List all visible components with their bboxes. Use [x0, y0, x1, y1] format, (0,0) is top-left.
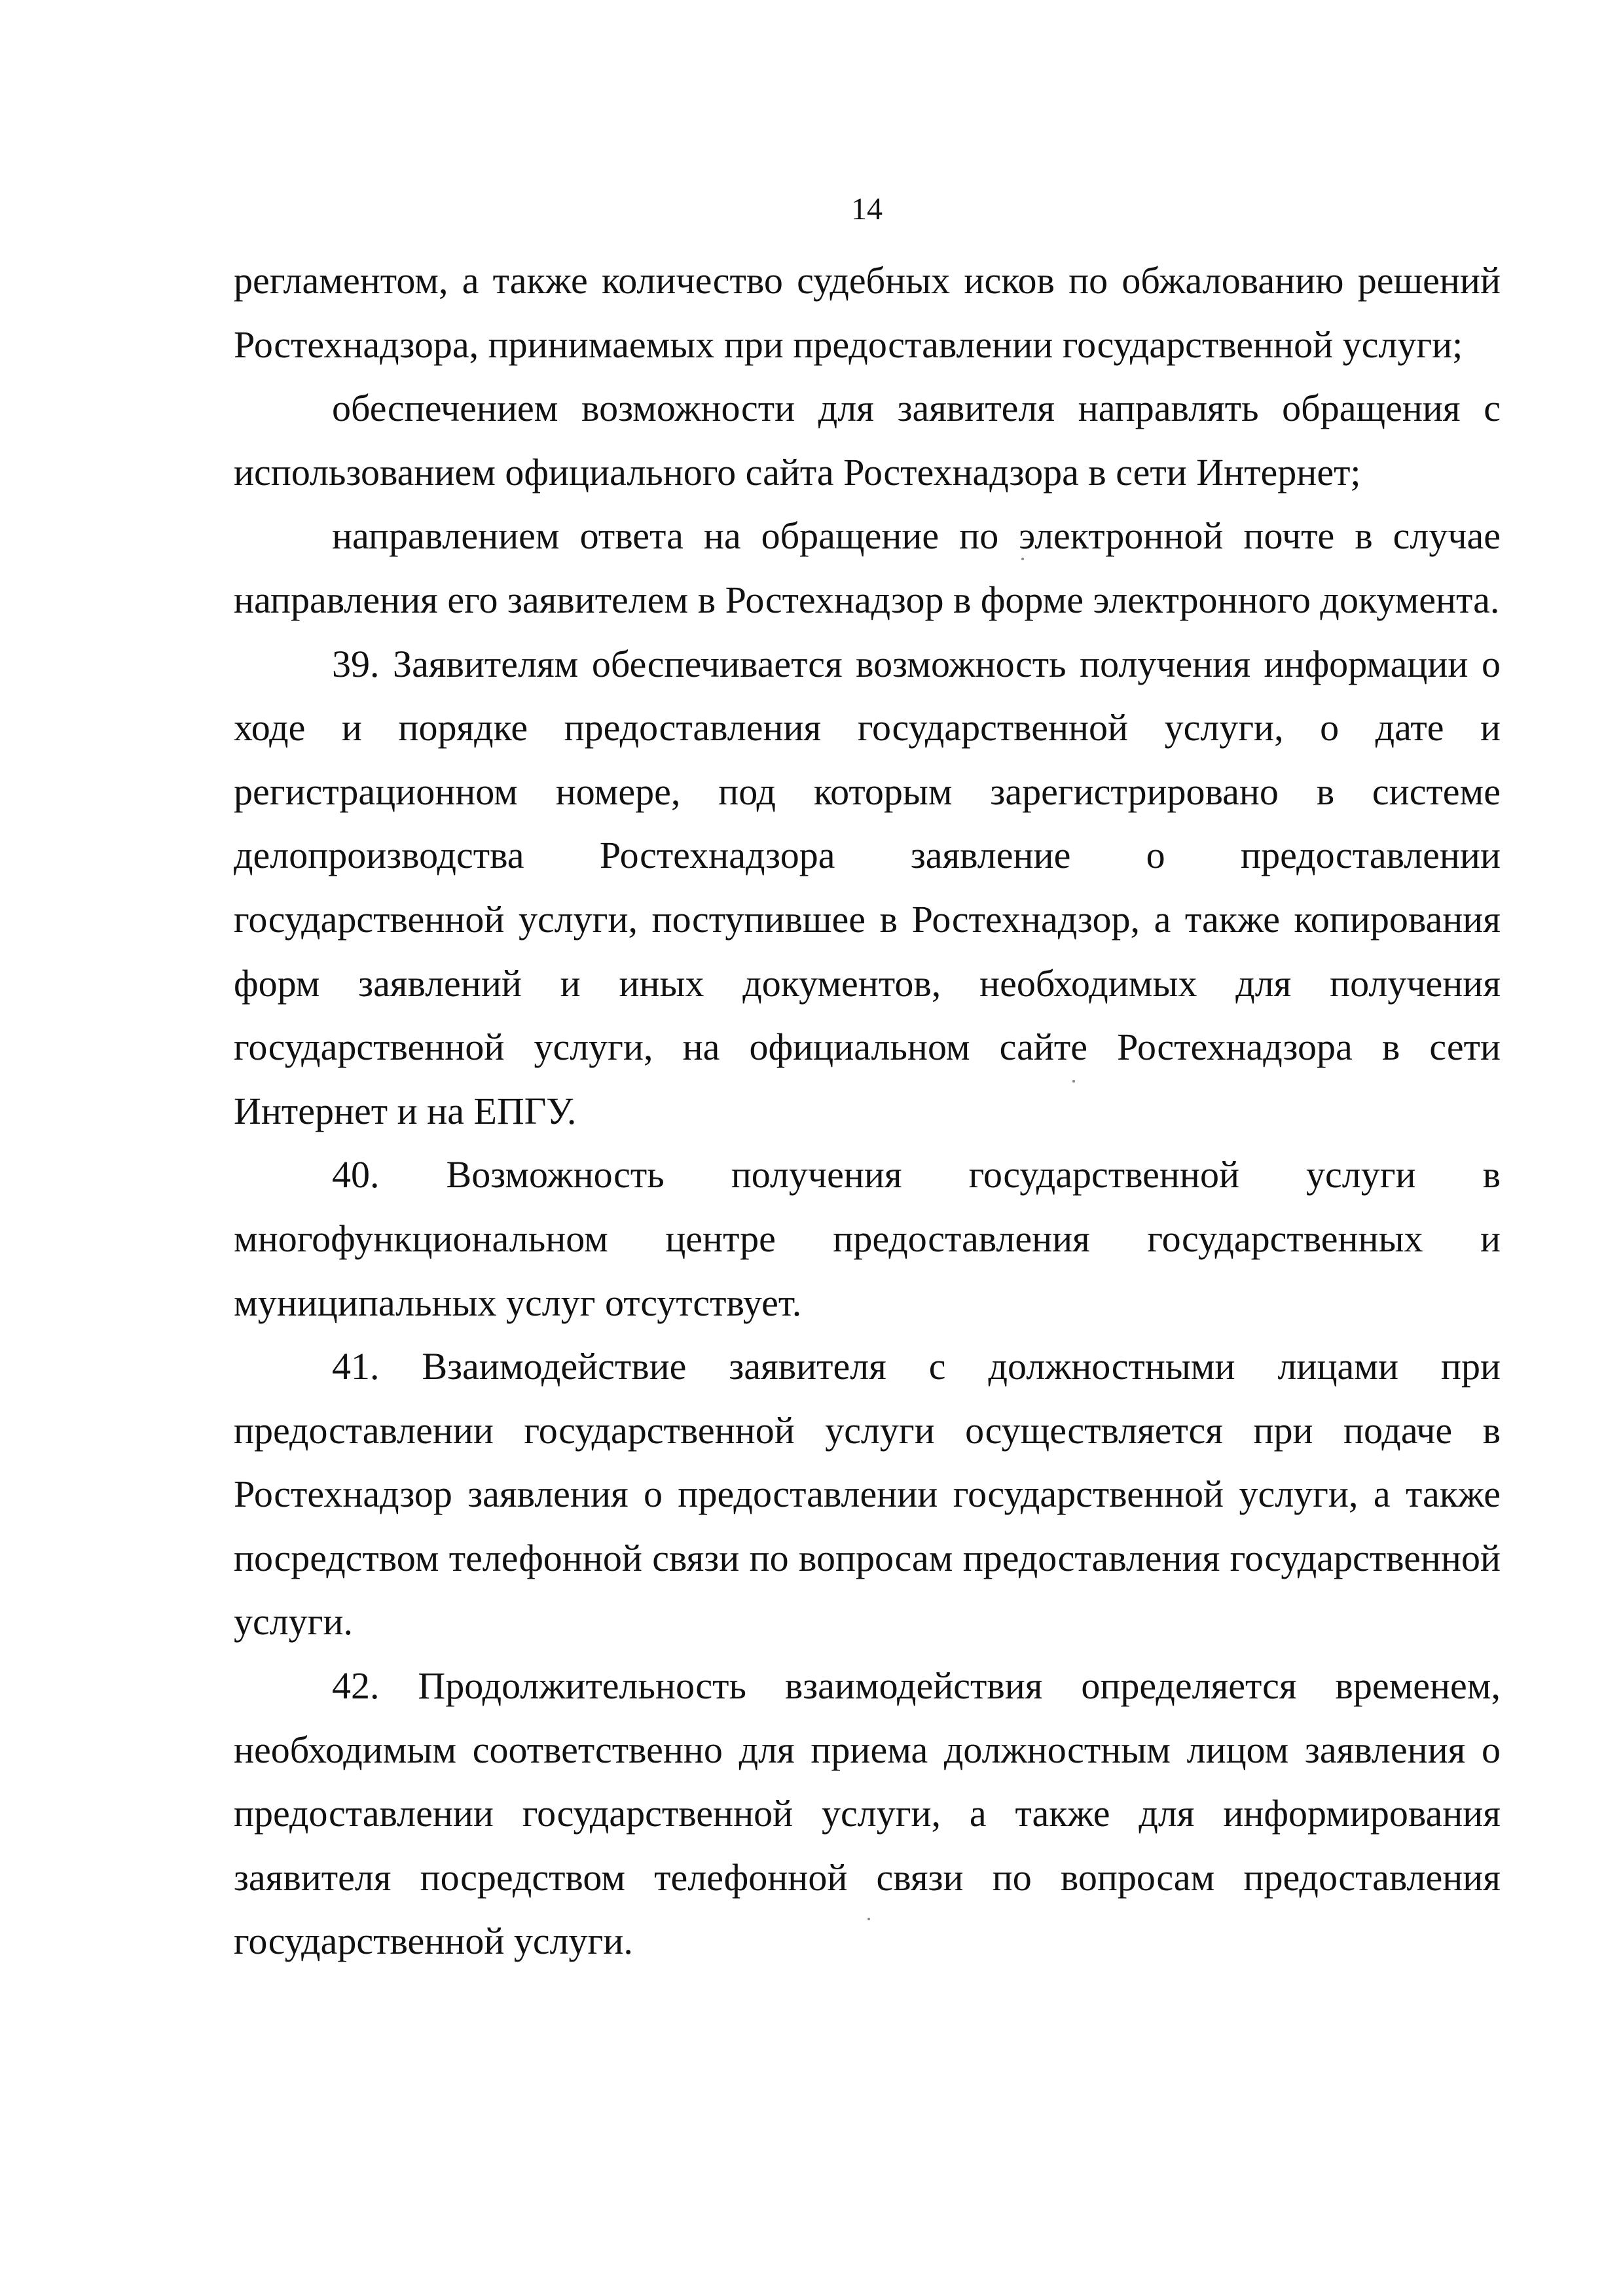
paragraph-40: 40. Возможность получения государственной услуги в многофункциональном центре предоставления государственных и муниципальных услуг отсутствует. — [234, 1153, 1501, 1324]
paragraph-42: 42. Продолжительность взаимодействия определяется временем, необходимым соответственно для приема должностным лицом заявления о предоставлении государственной услуги, а также для информирования заявителя посредством телефонной связи по вопросам предоставления государственной услуги. — [234, 1664, 1501, 1963]
scan-speck — [1021, 558, 1024, 560]
page-number: 14 — [851, 192, 883, 226]
paragraph-email-reply: направлением ответа на обращение по электронной почте в случае направления его заявителем в Ростехнадзор в форме электронного документа. — [234, 514, 1501, 621]
paragraph-official-site: обеспечением возможности для заявителя направлять обращения с использованием официального сайта Ростехнадзора в сети Интернет; — [234, 387, 1501, 493]
paragraph-continuation: регламентом, а также количество судебных исков по обжалованию решений Ростехнадзора, принимаемых при предоставлении государственной услуги; — [234, 259, 1501, 366]
paragraph-39: 39. Заявителям обеспечивается возможность получения информации о ходе и порядке предоставления государственной услуги, о дате и регистрационном номере, под которым зарегистрировано в системе делопроизводства Ростехнадзора заявление о предоставлении государственной услуги, поступившее в Ростехнадзор, а также копирования форм заявлений и иных документов, необходимых для получения государственной услуги, на официальном сайте Ростехнадзора в сети Интернет и на ЕПГУ. — [234, 642, 1501, 1132]
scan-speck — [867, 1918, 870, 1920]
document-body — [234, 249, 1501, 1973]
scan-speck — [1072, 1080, 1075, 1083]
paragraph-41: 41. Взаимодействие заявителя с должностными лицами при предоставлении государственной услуги осуществляется при подаче в Ростехнадзор заявления о предоставлении государственной услуги, а также посредством телефонной связи по вопросам предоставления государственной услуги. — [234, 1345, 1501, 1643]
